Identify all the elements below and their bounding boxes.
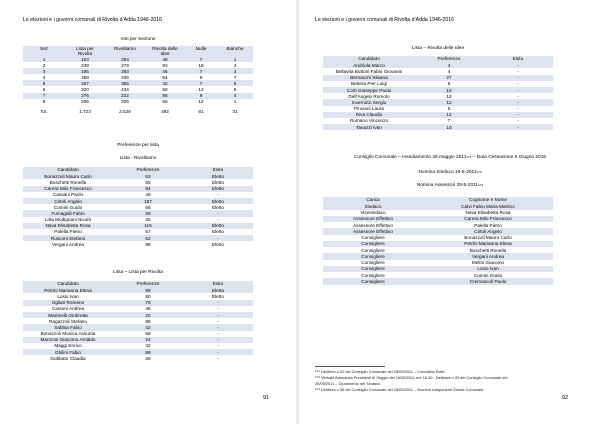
rivoltiamo-cell: Vergani Andrea (51, 241, 85, 247)
footnote-text: 28/05/2011 – Giuramento del Sindaco. (315, 381, 382, 386)
consiglio-cell: Consigliere (361, 241, 385, 247)
rivoltiamo-cell: Comini Guido (53, 204, 83, 210)
consiglio-cell: Consigliere (361, 278, 385, 284)
rivoltiamo-table (23, 167, 253, 247)
consiglio-cell: Palella Pietro (474, 222, 502, 228)
voti-cell: 195 (81, 68, 89, 74)
rivoltiamo-cell: Eletto (212, 179, 224, 185)
per-rivolta-cell: Gobbato Claudia (50, 355, 86, 361)
per-rivolta-cell: 20 (145, 312, 151, 318)
per-rivolta-cell: 42 (145, 343, 151, 349)
voti-cell: 7 (199, 68, 203, 74)
per-rivolta-cell: Ogliari Romeno (51, 300, 85, 306)
consiglio-cell: Carera Milo Francesco (464, 216, 512, 222)
consiglio-cell: Boschetti Ronella (469, 247, 507, 253)
footnote (315, 369, 445, 374)
consiglio-cell: Consigliere (361, 260, 385, 266)
voti-cell: 86 (162, 93, 168, 99)
rivoltiamo-cell: Eletto (212, 204, 224, 210)
rivoltiamo-cell: - (217, 210, 219, 216)
voti-cell: 355 (121, 80, 129, 86)
rivoltiamo-cell: 62 (145, 235, 151, 241)
idee-cell: Riva Claudio (355, 112, 383, 118)
rivoltiamo-cell: 66 (145, 204, 151, 210)
rivoltiamo-caption: Lista - Rivoltiamo (119, 156, 157, 161)
footnote-ref-173: 173 (478, 183, 484, 187)
voti-total-cell: 492 (161, 108, 169, 114)
per-rivolta-caption: Lista – Lista per Rivolta (113, 270, 163, 275)
per-rivolta-cell: - (217, 337, 219, 343)
rivoltiamo-cell: Boschetti Ronella (49, 179, 87, 185)
per-rivolta-cell: - (217, 324, 219, 330)
idee-cell: Bettera Pier Luigi (351, 81, 387, 87)
idee-cell: - (517, 68, 519, 74)
per-rivolta-cell: - (217, 312, 219, 318)
preferenze-caption: Preferenze per lista (117, 143, 159, 148)
idee-cell: - (517, 106, 519, 112)
rivoltiamo-cell: 49 (145, 192, 151, 198)
rivoltiamo-cell: 28 (145, 210, 151, 216)
per-rivolta-row (23, 355, 253, 361)
right-page (305, 0, 595, 424)
voti-caption: Voti per Sezione (120, 37, 156, 42)
footnote-ref-171: 171 (466, 155, 472, 159)
idee-row (323, 124, 553, 130)
rivoltiamo-cell: 65 (145, 179, 151, 185)
consiglio-cell: Consigliere (361, 253, 385, 259)
footnote-text: Delibera n.36 del Consiglio Comunale del 28/05/2011 – Nomina componenti Giunta Comunale. (321, 387, 485, 392)
consiglio-column-header: Carica (366, 197, 380, 202)
per-rivolta-column-header: Candidato (57, 281, 79, 286)
idee-cell: - (517, 112, 519, 118)
voti-column-header: Rivolta delle Idee (152, 46, 178, 56)
rivoltiamo-cell: 116 (144, 223, 152, 229)
idee-column-header: Esito (512, 56, 524, 61)
rivoltiamo-row (23, 241, 253, 247)
voti-column-header: Nulle (195, 46, 207, 51)
idee-cell: - (517, 81, 519, 87)
voti-cell: 7 (199, 56, 203, 62)
idee-cell: 12 (446, 99, 452, 105)
rivoltiamo-cell: Palella Pietro (54, 229, 82, 235)
consiglio-column-header: Cognome e Nome (468, 197, 508, 202)
rivoltiamo-cell: 98 (145, 241, 151, 247)
voti-cell: 326 (121, 99, 129, 105)
left-page (0, 0, 290, 424)
idee-cell: Andriola Marco (353, 62, 385, 68)
nomina-assessori-text: Nomina Assessori 28-5-2011 (416, 183, 479, 188)
voti-cell: 4 (42, 74, 46, 80)
consiglio-cell: Vicesindaco (360, 210, 386, 216)
voti-cell: 7 (42, 93, 46, 99)
rivoltiamo-cell: - (217, 217, 219, 223)
footnote-number: 171 (315, 369, 321, 373)
rivoltiamo-cell: 94 (145, 186, 151, 192)
voti-cell: 1 (233, 99, 237, 105)
footnote (315, 381, 381, 386)
per-rivolta-column-header: Preferenze (136, 281, 160, 286)
per-rivolta-cell: - (217, 318, 219, 324)
rivoltiamo-cell: Eletto (212, 173, 224, 179)
voti-cell: 294 (121, 56, 129, 62)
idee-caption: Lista – Rivolta delle Idee (411, 46, 465, 51)
per-rivolta-cell: - (217, 343, 219, 349)
voti-column-header: Bianche (226, 46, 244, 51)
consiglio-cell: Consigliere (361, 266, 385, 272)
voti-cell: 163 (81, 56, 89, 62)
voti-cell: 1 (233, 56, 237, 62)
idee-column-header: Candidato (358, 56, 380, 61)
idee-cell: 10 (446, 124, 452, 130)
voti-cell: 222 (121, 93, 129, 99)
consiglio-cell: Cirtoli Angelo (474, 228, 502, 234)
per-rivolta-column-header: Esito (212, 281, 224, 286)
idee-cell: 12 (446, 93, 452, 99)
running-head-left: Le elezioni e i governi comunali di Rivolta d’Adda 1946-2016 (23, 17, 162, 23)
voti-cell: 9 (199, 93, 203, 99)
idee-cell: - (517, 124, 519, 130)
voti-total-cell: 1.723 (79, 108, 91, 114)
voti-cell: 5 (233, 80, 237, 86)
per-rivolta-cell: - (217, 331, 219, 337)
voti-table (23, 46, 253, 114)
consiglio-cell: Consigliere (361, 272, 385, 278)
idee-cell: - (517, 75, 519, 81)
voti-total-cell: 2.528 (119, 108, 131, 114)
voti-cell: 42 (162, 80, 168, 86)
page-number-left: 91 (263, 395, 270, 401)
rivoltiamo-cell: Eletto (212, 241, 224, 247)
idee-cell: - (517, 87, 519, 93)
idee-column-header: Preferenze (437, 56, 461, 61)
footnote-number: 173 (315, 387, 321, 391)
voti-cell: 279 (121, 62, 129, 68)
rivoltiamo-column-header: Esito (212, 167, 224, 172)
voti-cell: 1 (42, 56, 46, 62)
voti-total-cell: 81 (198, 108, 204, 114)
voti-column-header: Lista per Rivolta (76, 46, 94, 56)
per-rivolta-cell: Martinelli Ombretta (48, 312, 88, 318)
idee-cell: 7 (447, 118, 451, 124)
voti-cell: 5 (233, 87, 237, 93)
per-rivolta-cell: 89 (145, 349, 151, 355)
voti-cell: 65 (162, 99, 168, 105)
voti-cell: 238 (81, 62, 89, 68)
per-rivolta-cell: - (217, 300, 219, 306)
idee-table (323, 56, 553, 130)
idee-cell: Dell’Angelo Romolo (348, 93, 390, 99)
rivoltiamo-cell: Litta Modignani Nicolò (44, 217, 92, 223)
rivoltiamo-cell: 63 (145, 173, 151, 179)
voti-column-header: Sez (39, 46, 49, 51)
idee-cell: Invernizzi Sergio (351, 99, 387, 105)
rivoltiamo-cell: 25 (145, 217, 151, 223)
idee-cell: Bernacchi Silvana (350, 75, 388, 81)
per-rivolta-cell: Cantoni Andrea (51, 306, 85, 312)
idee-cell: 4 (447, 68, 451, 74)
rivoltiamo-cell: Eletto (212, 223, 224, 229)
voti-total-cell: 31 (232, 108, 238, 114)
idee-cell: - (517, 99, 519, 105)
rivoltiamo-cell: Nava Elisabetta Rosa (45, 223, 91, 229)
per-rivolta-cell: 28 (145, 355, 151, 361)
per-rivolta-cell: 88 (145, 318, 151, 324)
consiglio-cell: Melini Giacomo (471, 260, 505, 266)
voti-cell: 48 (162, 56, 168, 62)
per-rivolta-table (23, 281, 253, 361)
nomina-assessori (315, 183, 585, 188)
voti-cell: 167 (81, 80, 89, 86)
consiglio-cell: Petrini Marianna Elena (464, 241, 512, 247)
per-rivolta-cell: Losio Ivan (57, 293, 79, 299)
footnote-text: Delibera n.32 del Consiglio Comunale del 28/05/2011 – Convalida Eletti. (321, 369, 446, 374)
voti-cell: 58 (162, 87, 168, 93)
idee-cell: 8 (447, 81, 451, 87)
page-number-right: 92 (562, 395, 569, 401)
book-gutter (296, 0, 299, 424)
per-rivolta-cell: - (217, 349, 219, 355)
idee-cell: 4 (447, 62, 451, 68)
voti-cell: 335 (121, 74, 129, 80)
consiglio-cell: Consigliere (361, 235, 385, 241)
consiglio-cell: Consigliere (361, 247, 385, 253)
rivoltiamo-cell: Bonazzoli Mauro Carlo (44, 173, 92, 179)
per-rivolta-cell: Ragazzoli Stefano (48, 318, 88, 324)
idee-cell: 10 (446, 87, 452, 93)
idee-cell: Corti Giuseppe Paolo (346, 87, 392, 93)
rivoltiamo-cell: - (217, 192, 219, 198)
footnote-text: Verbale Adunanza Presidenti di Seggio del 16/05/2011 ore 16,30 - Delibera n.33 del Consiglio Comunale del (321, 375, 508, 380)
per-rivolta-cell: 79 (145, 300, 151, 306)
voti-cell: 5 (42, 80, 46, 86)
rivoltiamo-column-header: Candidato (57, 167, 79, 172)
rivoltiamo-cell: Cirtoli Angelo (54, 198, 82, 204)
per-rivolta-cell: Eletto (212, 293, 224, 299)
footnote (315, 375, 507, 380)
voti-cell: 220 (81, 87, 89, 93)
consiglio-cell: Sindaco (364, 203, 382, 209)
consiglio-row (323, 278, 553, 284)
footnote-ref-172: 172 (476, 170, 482, 174)
idee-cell: Bellavita Buttoni Fabio Giovanni (335, 68, 403, 74)
rivoltiamo-cell: Eletto (212, 186, 224, 192)
rivoltiamo-cell: Cassani Paolo (52, 192, 84, 198)
per-rivolta-cell: Petrini Marianna Elena (44, 287, 92, 293)
idee-cell: - (517, 93, 519, 99)
per-rivolta-cell: Ghilini Fabio (54, 349, 82, 355)
consiglio-cell: Cremascoli Paolo (469, 278, 507, 284)
voti-cell: 4 (233, 93, 237, 99)
per-rivolta-cell: - (217, 355, 219, 361)
voti-cell: 206 (81, 99, 89, 105)
voti-header-row (23, 46, 253, 56)
per-rivolta-cell: - (217, 306, 219, 312)
voti-cell: 283 (121, 68, 129, 74)
voti-cell: 18 (198, 62, 204, 68)
footnote-rule (315, 366, 385, 367)
idee-cell: - (517, 62, 519, 68)
voti-cell: 46 (162, 68, 168, 74)
voti-total-row (23, 105, 253, 114)
consiglio-title-text: Consiglio Comunale – Insediamento 28 maggio 2011 (353, 155, 467, 160)
idee-cell: 6 (447, 106, 451, 112)
consiglio-title (315, 155, 585, 160)
idee-cell: 12 (446, 112, 452, 118)
voti-cell: 64 (162, 74, 168, 80)
nomina-sindaco-text: Nomina Sindaco 16-5-2011 (418, 170, 477, 175)
voti-cell: 7 (199, 80, 203, 86)
rivoltiamo-column-header: Preferenze (136, 167, 160, 172)
consiglio-cell: Assessore Effettivo (352, 216, 394, 222)
voti-cell: 9 (199, 74, 203, 80)
per-rivolta-cell: 24 (145, 337, 151, 343)
rivoltiamo-cell: Rusconi Stefano (50, 235, 86, 241)
voti-cell: 3 (42, 68, 46, 74)
per-rivolta-cell: Eletta (212, 287, 224, 293)
voti-cell: 7 (233, 74, 237, 80)
rivoltiamo-cell: 67 (145, 229, 151, 235)
per-rivolta-cell: Sabbia Fabio (54, 324, 82, 330)
rivoltiamo-cell: Eletto (212, 229, 224, 235)
voti-cell: 8 (42, 99, 46, 105)
voti-cell: 4 (233, 68, 237, 74)
idee-cell: Tavazzi Ivan (356, 124, 382, 130)
running-head-right: Le elezioni e i governi comunali di Rivolta d’Adda 1946-2016 (315, 17, 454, 23)
consiglio-table (323, 197, 553, 285)
consiglio-cell: Comini Guido (473, 272, 503, 278)
voti-total-cell: Tot. (40, 108, 48, 114)
voti-cell: 83 (162, 62, 168, 68)
voti-cell: 276 (81, 93, 89, 99)
consiglio-cell: Assessore Effettivo (352, 222, 394, 228)
rivoltiamo-cell: - (217, 235, 219, 241)
per-rivolta-cell: Bonazzoli Monica Assunta (40, 331, 96, 337)
footnote-number: 172 (315, 375, 321, 379)
idee-cell: - (517, 118, 519, 124)
consiglio-title-end: – Data Cessazione 5 Giugno 2016 (471, 155, 547, 160)
rivoltiamo-cell: 157 (144, 198, 152, 204)
consiglio-cell: Assessore Effettivo (352, 228, 394, 234)
consiglio-cell: Calvi Fabio Maria Martino (461, 203, 515, 209)
voti-cell: 434 (121, 87, 129, 93)
per-rivolta-cell: 68 (145, 331, 151, 337)
consiglio-cell: Nava Elisabetta Rosa (465, 210, 511, 216)
voti-cell: 12 (198, 87, 204, 93)
nomina-sindaco (315, 170, 585, 175)
per-rivolta-cell: 42 (145, 324, 151, 330)
consiglio-cell: Vergani Andrea (471, 253, 505, 259)
rivoltiamo-cell: Eletto (212, 198, 224, 204)
per-rivolta-cell: 48 (145, 306, 151, 312)
voti-cell: 12 (198, 99, 204, 105)
per-rivolta-cell: Maggi Enrico (54, 343, 82, 349)
per-rivolta-cell: 99 (145, 287, 151, 293)
idee-cell: Pinciani Laura (354, 106, 384, 112)
idee-cell: 27 (446, 75, 452, 81)
rivoltiamo-cell: Fumagalli Fabio (51, 210, 85, 216)
voti-cell: 2 (42, 62, 46, 68)
voti-cell: 4 (233, 62, 237, 68)
voti-cell: 258 (81, 74, 89, 80)
voti-cell: 6 (42, 87, 46, 93)
per-rivolta-cell: Manzoni Giacomo Arnaldo (40, 337, 96, 343)
consiglio-cell: Losio Ivan (477, 266, 499, 272)
rivoltiamo-cell: Carera Milo Francesco (44, 186, 92, 192)
footnote (315, 387, 484, 392)
consiglio-cell: Bonazzoli Mauro Carlo (464, 235, 512, 241)
idee-cell: Romano Vincenzo (349, 118, 389, 124)
per-rivolta-cell: 90 (145, 293, 151, 299)
voti-column-header: Rivoltiamo (114, 46, 136, 51)
